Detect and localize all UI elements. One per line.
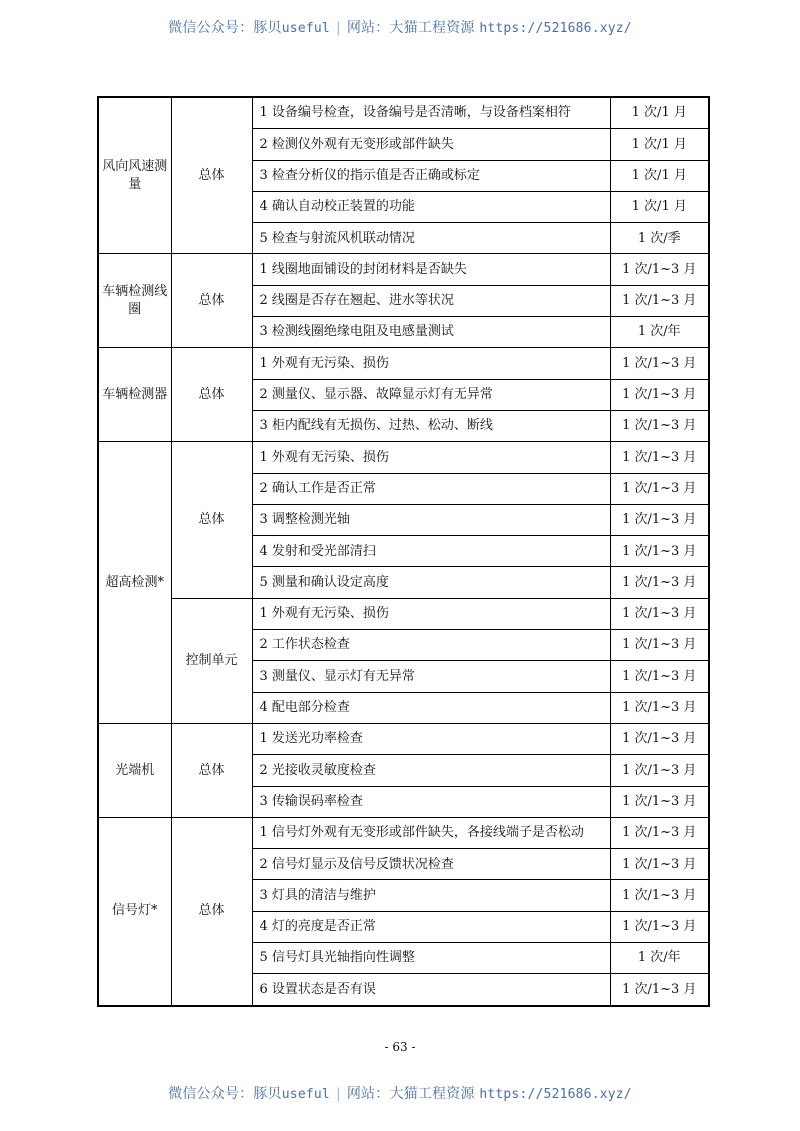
check-item-cell: 5 检查与射流风机联动情况 — [252, 223, 610, 254]
check-item-cell: 4 确认自动校正装置的功能 — [252, 191, 610, 222]
frequency-cell: 1 次/1 月 — [610, 129, 709, 160]
frequency-cell: 1 次/1~3 月 — [610, 598, 709, 629]
frequency-cell: 1 次/1~3 月 — [610, 974, 709, 1006]
frequency-cell: 1 次/1~3 月 — [610, 285, 709, 316]
check-item-cell: 2 测量仪、显示器、故障显示灯有无异常 — [252, 379, 610, 410]
frequency-cell: 1 次/1~3 月 — [610, 504, 709, 535]
frequency-cell: 1 次/1~3 月 — [610, 692, 709, 723]
check-item-cell: 3 柜内配线有无损伤、过热、松动、断线 — [252, 410, 610, 441]
frequency-cell: 1 次/1~3 月 — [610, 880, 709, 911]
frequency-cell: 1 次/1~3 月 — [610, 536, 709, 567]
frequency-cell: 1 次/1~3 月 — [610, 786, 709, 817]
device-name-cell: 车辆检测器 — [98, 348, 171, 442]
frequency-cell: 1 次/1~3 月 — [610, 817, 709, 848]
check-item-cell: 1 外观有无污染、损伤 — [252, 348, 610, 379]
frequency-cell: 1 次/1~3 月 — [610, 723, 709, 754]
check-item-cell: 2 信号灯显示及信号反馈状况检查 — [252, 849, 610, 880]
check-item-cell: 2 检测仪外观有无变形或部件缺失 — [252, 129, 610, 160]
frequency-cell: 1 次/1 月 — [610, 160, 709, 191]
wechat-name: useful — [281, 1087, 330, 1102]
table-row — [98, 817, 709, 848]
table-row — [98, 442, 709, 473]
frequency-cell: 1 次/1 月 — [610, 191, 709, 222]
frequency-cell: 1 次/1~3 月 — [610, 410, 709, 441]
part-name-cell: 总体 — [171, 97, 252, 254]
check-item-cell: 1 外观有无污染、损伤 — [252, 598, 610, 629]
site-label: 网站：大猫工程资源 — [346, 20, 475, 36]
check-item-cell: 1 设备编号检查，设备编号是否清晰，与设备档案相符 — [252, 97, 610, 129]
page-number: - 63 - — [384, 1040, 416, 1054]
frequency-cell: 1 次/1~3 月 — [610, 911, 709, 942]
check-item-cell: 2 工作状态检查 — [252, 630, 610, 661]
check-item-cell: 3 检测线圈绝缘电阻及电感量测试 — [252, 317, 610, 348]
frequency-cell: 1 次/1~3 月 — [610, 379, 709, 410]
check-item-cell: 1 信号灯外观有无变形或部件缺失，各接线端子是否松动 — [252, 817, 610, 848]
frequency-cell: 1 次/1~3 月 — [610, 661, 709, 692]
check-item-cell: 6 设置状态是否有误 — [252, 974, 610, 1006]
check-item-cell: 5 测量和确认设定高度 — [252, 567, 610, 598]
check-item-cell: 4 配电部分检查 — [252, 692, 610, 723]
site-url[interactable]: https://521686.xyz/ — [479, 21, 632, 36]
table-row — [98, 598, 709, 629]
part-name-cell: 总体 — [171, 442, 252, 598]
wechat-name: useful — [281, 21, 330, 36]
frequency-cell: 1 次/年 — [610, 317, 709, 348]
frequency-cell: 1 次/1 月 — [610, 97, 709, 129]
frequency-cell: 1 次/1~3 月 — [610, 473, 709, 504]
separator: | — [335, 20, 341, 36]
watermark-banner-top — [0, 17, 800, 37]
check-item-cell: 3 灯具的清洁与维护 — [252, 880, 610, 911]
check-item-cell: 2 确认工作是否正常 — [252, 473, 610, 504]
check-item-cell: 3 测量仪、显示灯有无异常 — [252, 661, 610, 692]
frequency-cell: 1 次/1~3 月 — [610, 630, 709, 661]
watermark-banner-bottom — [0, 1083, 800, 1103]
table-body — [98, 97, 709, 1006]
wechat-label: 微信公众号：豚贝 — [168, 20, 282, 36]
frequency-cell: 1 次/1~3 月 — [610, 567, 709, 598]
device-name-cell: 光端机 — [98, 723, 171, 817]
frequency-cell: 1 次/1~3 月 — [610, 849, 709, 880]
check-item-cell: 1 线圈地面铺设的封闭材料是否缺失 — [252, 254, 610, 285]
device-name-cell: 车辆检测线圈 — [98, 254, 171, 348]
check-item-cell: 4 灯的亮度是否正常 — [252, 911, 610, 942]
device-name-cell: 超高检测* — [98, 442, 171, 724]
separator: | — [335, 1086, 341, 1102]
wechat-label: 微信公众号：豚贝 — [168, 1086, 282, 1102]
frequency-cell: 1 次/年 — [610, 943, 709, 974]
check-item-cell: 1 外观有无污染、损伤 — [252, 442, 610, 473]
frequency-cell: 1 次/1~3 月 — [610, 348, 709, 379]
maintenance-schedule-table — [97, 96, 710, 1007]
part-name-cell: 总体 — [171, 817, 252, 1005]
site-label: 网站：大猫工程资源 — [346, 1086, 475, 1102]
check-item-cell: 1 发送光功率检查 — [252, 723, 610, 754]
table-row — [98, 254, 709, 285]
table-row — [98, 348, 709, 379]
part-name-cell: 总体 — [171, 723, 252, 817]
device-name-cell: 风向风速测量 — [98, 97, 171, 254]
part-name-cell: 控制单元 — [171, 598, 252, 723]
check-item-cell: 4 发射和受光部清扫 — [252, 536, 610, 567]
check-item-cell: 2 线圈是否存在翘起、进水等状况 — [252, 285, 610, 316]
frequency-cell: 1 次/1~3 月 — [610, 755, 709, 786]
table-row — [98, 723, 709, 754]
part-name-cell: 总体 — [171, 348, 252, 442]
check-item-cell: 5 信号灯具光轴指向性调整 — [252, 943, 610, 974]
check-item-cell: 2 光接收灵敏度检查 — [252, 755, 610, 786]
table-row — [98, 97, 709, 129]
check-item-cell: 3 检查分析仪的指示值是否正确或标定 — [252, 160, 610, 191]
device-name-cell: 信号灯* — [98, 817, 171, 1005]
part-name-cell: 总体 — [171, 254, 252, 348]
frequency-cell: 1 次/1~3 月 — [610, 254, 709, 285]
site-url[interactable]: https://521686.xyz/ — [479, 1087, 632, 1102]
check-item-cell: 3 传输误码率检查 — [252, 786, 610, 817]
frequency-cell: 1 次/季 — [610, 223, 709, 254]
check-item-cell: 3 调整检测光轴 — [252, 504, 610, 535]
frequency-cell: 1 次/1~3 月 — [610, 442, 709, 473]
